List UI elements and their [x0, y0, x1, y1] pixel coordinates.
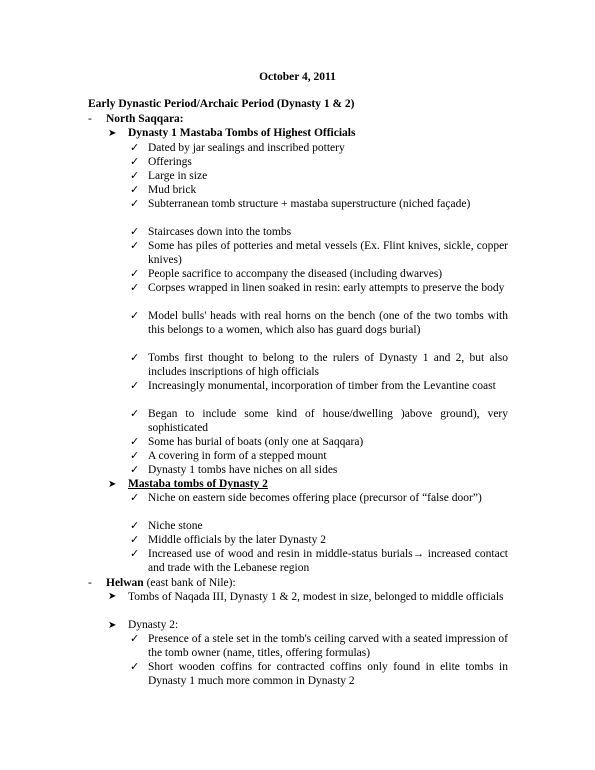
check-icon: ✓ [130, 520, 140, 532]
north-saqqara-bullet [88, 112, 184, 126]
list-item [130, 660, 508, 688]
list-item [130, 491, 508, 505]
list-item [130, 351, 508, 379]
helwan-dynasty2-title: Dynasty 2: [128, 619, 179, 631]
check-icon: ✓ [130, 142, 140, 154]
list-item [130, 281, 508, 295]
list-item-text: Dated by jar sealings and inscribed pottery [148, 142, 345, 154]
list-item [130, 449, 508, 463]
list-item-text: Niche stone [148, 520, 203, 532]
list-item-text: Subterranean tomb structure + mastaba superstructure (niched façade) [148, 198, 471, 210]
list-item-text: People sacrifice to accompany the diseased (including dwarves) [148, 268, 443, 280]
list-item [130, 183, 508, 197]
check-icon: ✓ [130, 492, 140, 504]
list-item [130, 463, 508, 477]
list-item-text: Model bulls' heads with real horns on the bench (one of the two tombs with this belongs to a women, which also has guard dogs burial) [148, 310, 508, 336]
list-item [130, 267, 508, 281]
list-item [130, 435, 508, 449]
list-item [130, 519, 508, 533]
helwan-label: Helwan [106, 577, 144, 589]
arrow-bullet-icon: ➤ [108, 591, 117, 602]
arrow-bullet-icon: ➤ [108, 128, 117, 139]
list-item [130, 407, 508, 435]
document-date: October 4, 2011 [259, 71, 336, 83]
section-dynasty1-title-row [108, 126, 508, 141]
list-item-text: Offerings [148, 156, 192, 168]
list-item-text: Presence of a stele set in the tomb's ceiling carved with a seated impression of the tomb owner (name, titles, offering formulas) [148, 633, 508, 659]
arrow-bullet-icon: ➤ [108, 620, 117, 631]
document-heading: Early Dynastic Period/Archaic Period (Dynasty 1 & 2) [88, 98, 355, 110]
check-icon: ✓ [130, 464, 140, 476]
check-icon: ✓ [130, 170, 140, 182]
list-item [130, 225, 508, 239]
helwan-label-rest: (east bank of Nile): [143, 577, 236, 589]
check-icon: ✓ [130, 436, 140, 448]
helwan-sub1-text: Tombs of Naqada III, Dynasty 1 & 2, modest in size, belonged to middle officials [128, 591, 504, 603]
check-icon: ✓ [130, 184, 140, 196]
list-item-text: Short wooden coffins for contracted coffins only found in elite tombs in Dynasty 1 much more common in Dynasty 2 [148, 661, 508, 687]
list-item-text: Increasingly monumental, incorporation of timber from the Levantine coast [148, 380, 496, 392]
check-icon: ✓ [130, 282, 140, 294]
check-icon: ✓ [130, 240, 140, 252]
arrow-bullet-icon: ➤ [108, 479, 117, 490]
list-item [130, 547, 508, 575]
list-item [130, 239, 508, 267]
list-item-text: Mud brick [148, 184, 197, 196]
list-item-text: Tombs first thought to belong to the rulers of Dynasty 1 and 2, but also includes inscriptions of high officials [148, 352, 508, 378]
check-icon: ✓ [130, 408, 140, 420]
list-item-text: Some has piles of potteries and metal vessels (Ex. Flint knives, sickle, copper knives) [148, 240, 508, 266]
list-item-text: Corpses wrapped in linen soaked in resin: early attempts to preserve the body [148, 282, 505, 294]
check-icon: ✓ [130, 534, 140, 546]
check-icon: ✓ [130, 310, 140, 322]
check-icon: ✓ [130, 633, 140, 645]
list-item [130, 309, 508, 337]
list-item [130, 141, 508, 155]
section-dynasty1-title: Dynasty 1 Mastaba Tombs of Highest Officials [128, 127, 356, 139]
list-item-text: Some has burial of boats (only one at Saqqara) [148, 436, 364, 448]
helwan-bullet [88, 576, 236, 590]
check-icon: ✓ [130, 661, 140, 673]
check-icon: ✓ [130, 198, 140, 210]
list-item-text: Staircases down into the tombs [148, 226, 292, 238]
list-item-text: Large in size [148, 170, 208, 182]
list-item [130, 155, 508, 169]
check-icon: ✓ [130, 352, 140, 364]
list-item-text: Middle officials by the later Dynasty 2 [148, 534, 326, 546]
list-item [130, 169, 508, 183]
section-dynasty2-title: Mastaba tombs of Dynasty 2 [128, 478, 268, 490]
check-icon: ✓ [130, 450, 140, 462]
helwan-dynasty2-title-row [108, 618, 508, 633]
list-item [130, 533, 508, 547]
check-icon: ✓ [130, 226, 140, 238]
section-dynasty2-title-row [108, 477, 508, 492]
list-item-text: Dynasty 1 tombs have niches on all sides [148, 464, 338, 476]
dash-bullet-icon: - [88, 113, 92, 125]
check-icon: ✓ [130, 548, 140, 560]
list-item [130, 632, 508, 660]
check-icon: ✓ [130, 156, 140, 168]
list-item [130, 197, 508, 211]
dash-bullet-icon: - [88, 577, 92, 589]
list-item-text: Niche on eastern side becomes offering place (precursor of “false door”) [148, 492, 482, 504]
list-item-text: A covering in form of a stepped mount [148, 450, 327, 462]
list-item [130, 379, 508, 393]
check-icon: ✓ [130, 268, 140, 280]
list-item-text: Increased use of wood and resin in middle-status burials→ increased contact and trade with the Lebanese region [148, 548, 508, 574]
helwan-sub1-row [108, 590, 508, 604]
list-item-text: Began to include some kind of house/dwelling )above ground), very sophisticated [148, 408, 508, 434]
check-icon: ✓ [130, 380, 140, 392]
north-saqqara-label: North Saqqara: [106, 113, 184, 125]
